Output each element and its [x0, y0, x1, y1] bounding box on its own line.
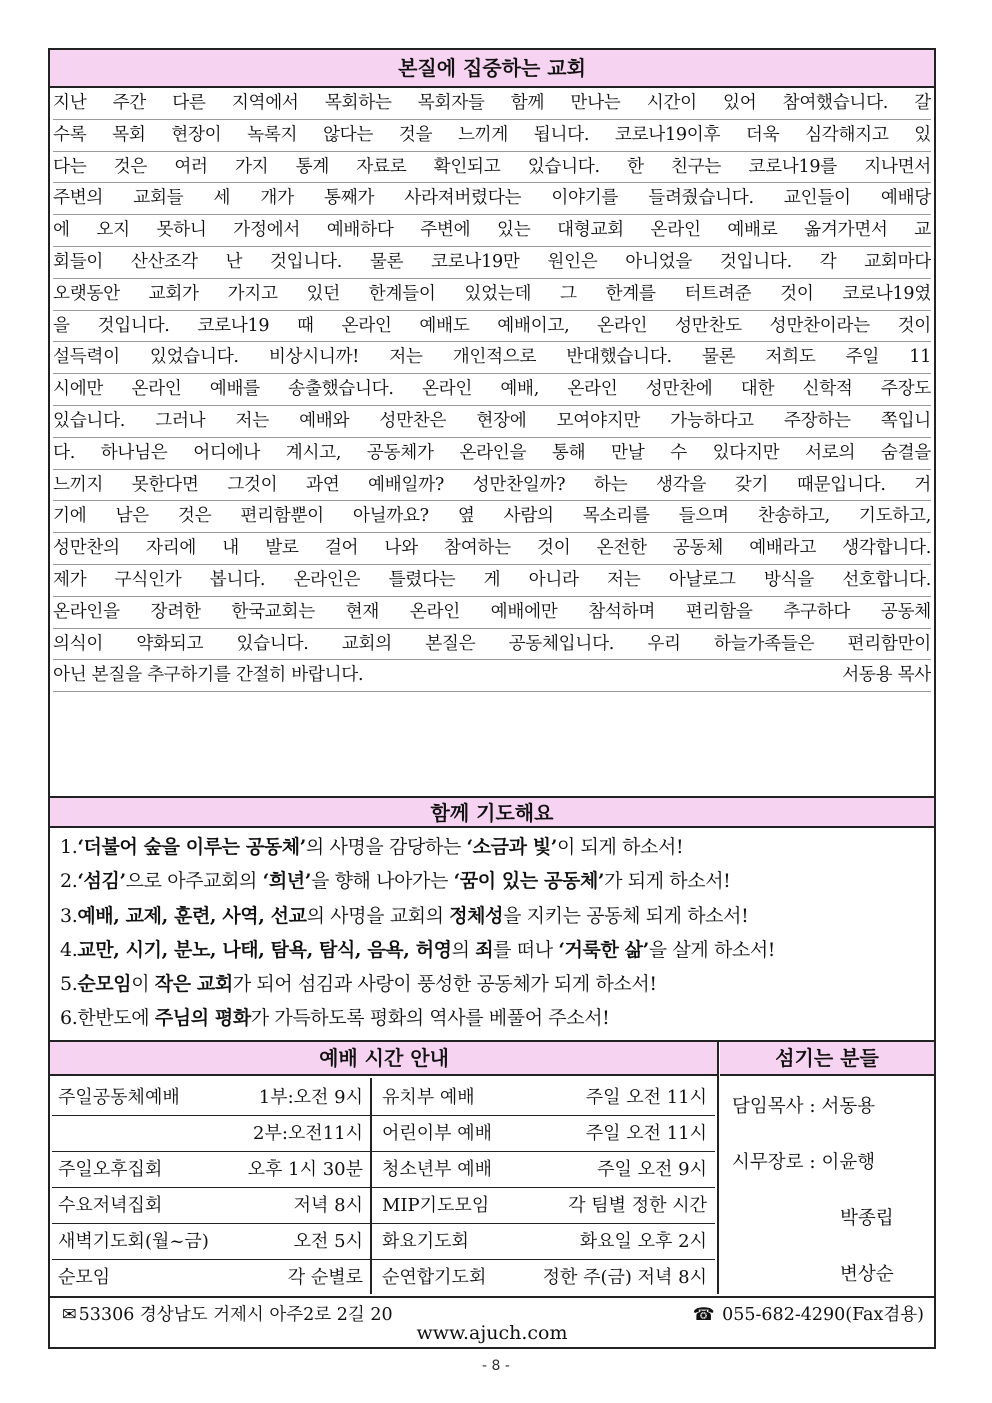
service-name: 어린이부 예배: [382, 1123, 493, 1144]
prayer-emphasis: 순모임: [77, 973, 132, 996]
prayer-item: [60, 864, 930, 898]
service-time: 주일 오전 11시: [585, 1123, 707, 1144]
pastor-entry: 담임목사 : 서동용: [732, 1096, 876, 1117]
essay-line: 제가 구식인가 봅니다. 온라인은 틀렸다는 게 아니라 저는 아날로그 방식을 선호합니다.: [53, 565, 931, 597]
service-time: 정한 주(금) 저녁 8시: [542, 1267, 707, 1288]
prayer-item: [60, 933, 930, 967]
elder-entry-2: 박종립: [840, 1208, 894, 1229]
essay-author: 서동용 목사: [842, 665, 931, 686]
phone-text: 055-682-4290(Fax겸용): [722, 1305, 924, 1325]
essay-line: 의식이 약화되고 있습니다. 교회의 본질은 공동체입니다. 우리 하늘가족들은 편리함만이: [53, 629, 931, 661]
prayer-item: [60, 830, 930, 864]
essay-line: 시에만 온라인 예배를 송출했습니다. 온라인 예배, 온라인 성만찬에 대한 신학적 주장도: [53, 374, 931, 406]
website-link[interactable]: www.ajuch.com: [416, 1322, 568, 1344]
prayer-emphasis: 죄: [475, 938, 494, 961]
servants-list: [722, 1082, 932, 1294]
footer: [50, 1296, 934, 1351]
table-divider: [370, 1078, 372, 1294]
essay-line: 에 오지 못하니 가정에서 예배하다 주변에 있는 대형교회 온라인 예배로 옮겨가면서 교: [53, 215, 931, 247]
prayer-text: 5.: [60, 973, 78, 996]
essay-line: 주변의 교회들 세 개가 통째가 사라져버렸다는 이야기를 들려줬습니다. 교인들이 예배당: [53, 183, 931, 215]
essay-line: 오랫동안 교회가 가지고 있던 한계들이 있었는데 그 한계를 터트려준 것이 코로나19였: [53, 279, 931, 311]
prayer-emphasis: 교만, 시기, 분노, 나태, 탐욕, 탐식, 음욕, 허영: [77, 938, 452, 961]
essay-line: 수록 목회 현장이 녹록지 않다는 것을 느끼게 됩니다. 코로나19이후 더욱 심각해지고 있: [53, 120, 931, 152]
service-time: 1부:오전 9시: [258, 1087, 363, 1108]
essay-closing: 아닌 본질을 추구하기를 간절히 바랍니다.: [53, 665, 364, 686]
schedule-row: [52, 1116, 715, 1152]
essay-line: 있습니다. 그러나 저는 예배와 성만찬은 현장에 모여야지만 가능하다고 주장하는 쪽입니: [53, 406, 931, 438]
prayer-text: 을 살게 하소서!: [648, 938, 776, 961]
service-name: 수요저녁집회: [58, 1195, 163, 1216]
essay-line: 설득력이 있었습니다. 비상시니까! 저는 개인적으로 반대했습니다. 물론 저희도 주일 11: [53, 342, 931, 374]
prayer-text: 이: [131, 973, 155, 996]
prayer-text: 을 향해 나아가는: [310, 870, 454, 893]
service-time: 화요일 오후 2시: [579, 1231, 707, 1252]
elder-entry: 시무장로 : 이윤행: [732, 1152, 876, 1173]
prayer-text: 가 되게 하소서!: [604, 870, 731, 893]
service-time: 주일 오전 9시: [597, 1159, 707, 1180]
service-name: 순연합기도회: [382, 1267, 487, 1288]
newsletter-page: [48, 48, 936, 1349]
prayer-text: 의 사명을 감당하는: [305, 836, 467, 858]
prayer-text: 6.한반도에: [60, 1007, 155, 1030]
prayer-text: 의 사명을 교회의: [306, 904, 450, 927]
essay-line: 다. 하나님은 어디에나 계시고, 공동체가 온라인을 통해 만날 수 있다지만 서로의 숨결을: [53, 438, 931, 470]
prayer-emphasis: ‘소금과 빛’: [466, 836, 557, 858]
elder-entry-3: 변상순: [840, 1264, 894, 1285]
prayer-emphasis: ‘꿈이 있는 공동체’: [453, 870, 605, 893]
essay-line: 회들이 산산조각 난 것입니다. 물론 코로나19만 원인은 아니었을 것입니다. 각 교회마다: [53, 247, 931, 279]
essay-line: 성만찬의 자리에 내 발로 걸어 나와 참여하는 것이 온전한 공동체 예배라고 생각합니다.: [53, 533, 931, 565]
service-name: 화요기도회: [382, 1231, 469, 1252]
service-time: 각 팀별 정한 시간: [568, 1195, 707, 1216]
schedule-row: [52, 1188, 715, 1224]
service-name: MIP기도모임: [382, 1195, 490, 1216]
essay-line: 을 것입니다. 코로나19 때 온라인 예배도 예배이고, 온라인 성만찬도 성만찬이라는 것이: [53, 311, 931, 343]
service-name: 주일공동체예배: [58, 1087, 180, 1108]
service-name: 순모임: [58, 1267, 111, 1288]
schedule-row: [52, 1260, 715, 1296]
servants-title: 섬기는 분들: [720, 1042, 934, 1076]
essay-line: 지난 주간 다른 지역에서 목회하는 목회자들 함께 만나는 시간이 있어 참여했습니다. 갈: [53, 88, 931, 120]
essay-line: 기에 남은 것은 편리함뿐이 아닐까요? 옆 사람의 목소리를 들으며 찬송하고, 기도하고,: [53, 501, 931, 533]
prayer-item: [60, 899, 930, 933]
essay-line: 온라인을 장려한 한국교회는 현재 온라인 예배에만 참석하며 편리함을 추구하다 공동체: [53, 597, 931, 629]
prayer-title: 함께 기도해요: [50, 796, 934, 828]
prayer-text: 을 지키는 공동체 되게 하소서!: [503, 904, 749, 927]
essay-line: 다는 것은 여러 가지 통계 자료로 확인되고 있습니다. 한 친구는 코로나19를 지나면서: [53, 152, 931, 184]
essay-title: 본질에 집중하는 교회: [50, 50, 934, 88]
service-time: 주일 오전 11시: [585, 1087, 707, 1108]
schedule-row: [52, 1152, 715, 1188]
prayer-text: 가 되어 섬김과 사랑이 풍성한 공동체가 되게 하소서!: [232, 973, 657, 996]
prayer-emphasis: ‘희년’: [262, 870, 311, 893]
prayer-emphasis: 주님의 평화: [154, 1007, 251, 1030]
mail-icon: ✉: [62, 1305, 77, 1325]
prayer-list: [60, 830, 930, 1036]
prayer-text: 으로 아주교회의: [125, 870, 263, 893]
prayer-emphasis: 작은 교회: [154, 973, 233, 996]
service-time: 각 순별로: [287, 1267, 363, 1288]
prayer-item: [60, 967, 930, 1001]
service-time: 오전 5시: [293, 1231, 363, 1252]
prayer-emphasis: 예배, 교제, 훈련, 사역, 선교: [77, 904, 307, 927]
prayer-text: 이 되게 하소서!: [556, 836, 684, 858]
prayer-text: 2.: [60, 870, 78, 893]
prayer-emphasis: ‘더불어 숲을 이루는 공동체’: [77, 836, 306, 858]
service-name: 새벽기도회(월~금): [58, 1231, 209, 1252]
column-divider: [717, 1042, 719, 1294]
service-name: 유치부 예배: [382, 1087, 475, 1108]
schedule-section: [50, 1040, 934, 1296]
essay-line: 느끼지 못한다면 그것이 과연 예배일까? 성만찬일까? 하는 생각을 갖기 때문입니다. 거: [53, 470, 931, 502]
prayer-text: 를 떠나: [493, 938, 559, 961]
schedule-table: [52, 1080, 715, 1296]
prayer-emphasis: ‘섬김’: [77, 870, 126, 893]
prayer-text: 4.: [60, 938, 78, 961]
service-time: 오후 1시 30분: [247, 1159, 363, 1180]
schedule-row: [52, 1224, 715, 1260]
phone-icon: ☎: [692, 1305, 715, 1325]
prayer-emphasis: 정체성: [449, 904, 504, 927]
prayer-item: [60, 1001, 930, 1035]
prayer-emphasis: ‘거룩한 삶’: [558, 938, 649, 961]
page-number: - 8 -: [482, 1358, 510, 1374]
schedule-title: 예배 시간 안내: [50, 1042, 718, 1076]
prayer-text: 1.: [60, 836, 78, 858]
prayer-text: 3.: [60, 904, 78, 927]
service-time: 저녁 8시: [293, 1195, 363, 1216]
prayer-text: 의: [451, 938, 476, 961]
service-name: 청소년부 예배: [382, 1159, 493, 1180]
service-time: 2부:오전11시: [253, 1123, 363, 1144]
prayer-text: 가 가득하도록 평화의 역사를 베풀어 주소서!: [250, 1007, 610, 1030]
address-text: 53306 경상남도 거제시 아주2로 2길 20: [78, 1305, 393, 1325]
schedule-row: [52, 1080, 715, 1116]
service-name: 주일오후집회: [58, 1159, 163, 1180]
essay-last-line: [53, 660, 931, 692]
essay-body: [50, 88, 934, 692]
